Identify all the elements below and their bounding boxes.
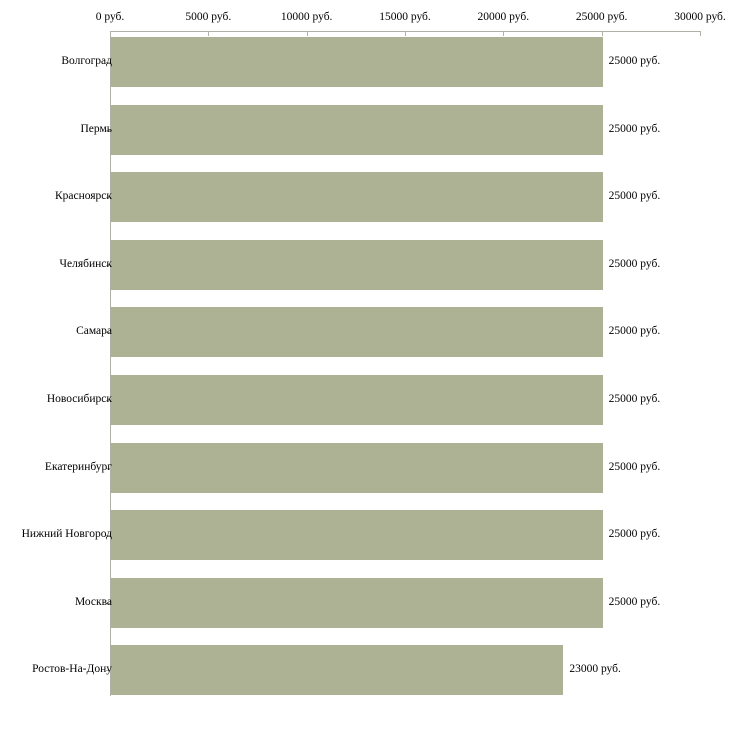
bar-value-label: 25000 руб.	[608, 325, 661, 338]
bar-value-label: 25000 руб.	[608, 122, 661, 135]
x-tick-mark	[503, 31, 504, 36]
category-label: Пермь	[80, 122, 112, 135]
x-tick-label: 30000 руб.	[674, 11, 726, 23]
bar-value-label: 23000 руб.	[569, 663, 621, 676]
bar-row	[0, 307, 730, 375]
x-tick-label: 5000 руб.	[185, 11, 232, 23]
x-tick-label: 15000 руб.	[379, 11, 431, 23]
category-label: Новосибирск	[46, 393, 112, 405]
bar-row	[0, 443, 730, 511]
category-label: Екатеринбург	[44, 460, 112, 473]
bar-row	[0, 375, 730, 443]
bar-row	[0, 37, 730, 105]
x-tick-mark	[208, 31, 209, 36]
x-tick-label: 10000 руб.	[280, 11, 333, 23]
bar-value-label: 25000 руб.	[608, 595, 661, 608]
x-tick-mark	[700, 31, 701, 36]
bar[interactable]	[111, 240, 603, 290]
bar-value-label: 25000 руб.	[608, 528, 661, 541]
bar[interactable]	[111, 307, 603, 357]
bar[interactable]	[111, 37, 603, 87]
category-label: Волгоград	[61, 55, 112, 67]
category-label: Челябинск	[59, 257, 112, 270]
bar-row	[0, 510, 730, 578]
x-tick-label: 0 руб.	[95, 11, 125, 23]
bar[interactable]	[111, 375, 603, 425]
bar[interactable]	[111, 578, 603, 628]
bar-value-label: 25000 руб.	[608, 460, 661, 473]
bar-value-label: 25000 руб.	[608, 190, 661, 203]
category-label: Красноярск	[54, 190, 112, 203]
category-label: Ростов-На-Дону	[32, 663, 112, 676]
x-tick-mark	[602, 31, 603, 36]
bar[interactable]	[111, 105, 603, 155]
category-label: Москва	[74, 595, 112, 608]
bar-row	[0, 645, 730, 713]
x-tick-mark	[405, 31, 406, 36]
bar-row	[0, 240, 730, 308]
bar-row	[0, 172, 730, 240]
bar[interactable]	[111, 645, 563, 695]
x-tick-mark	[110, 31, 111, 36]
x-tick-label: 25000 руб.	[575, 11, 628, 23]
bar-row	[0, 578, 730, 646]
bar-row	[0, 105, 730, 173]
category-label: Самара	[76, 325, 112, 338]
category-label: Нижний Новгород	[21, 528, 112, 541]
bar[interactable]	[111, 443, 603, 493]
x-tick-mark	[307, 31, 308, 36]
bar-value-label: 25000 руб.	[608, 55, 661, 67]
x-tick-label: 20000 руб.	[477, 11, 530, 23]
bar-value-label: 25000 руб.	[608, 257, 661, 270]
bar[interactable]	[111, 510, 603, 560]
bar[interactable]	[111, 172, 603, 222]
bar-value-label: 25000 руб.	[608, 393, 661, 405]
